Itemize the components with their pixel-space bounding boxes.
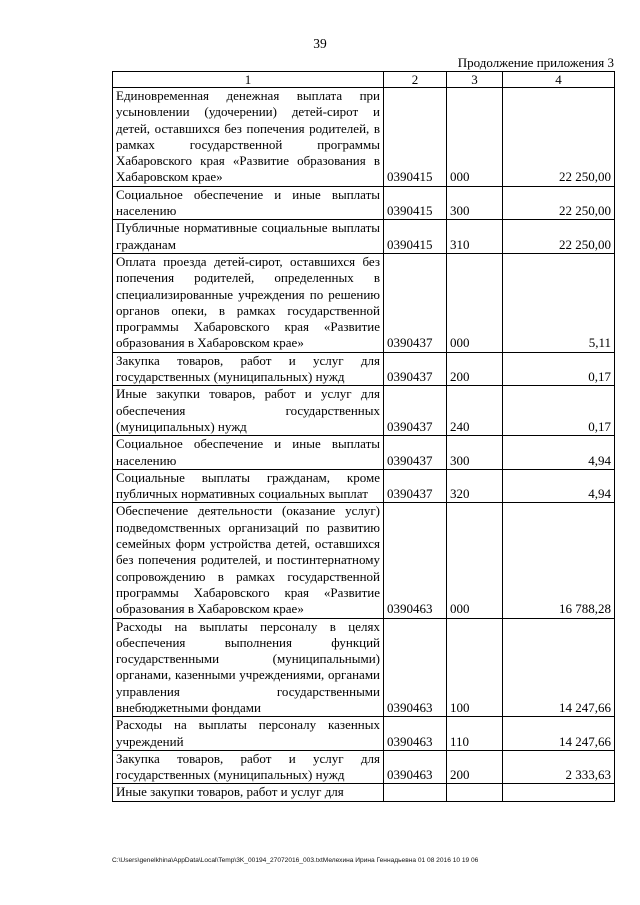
row-expense-type: 000 — [447, 88, 503, 187]
row-amount: 4,94 — [503, 469, 615, 503]
row-expense-type — [447, 784, 503, 801]
row-target-code: 0390415 — [384, 88, 447, 187]
table-row — [113, 717, 615, 751]
row-name: Социальное обеспечение и иные выплаты населению — [113, 186, 384, 220]
row-name: Социальные выплаты гражданам, кроме публичных нормативных социальных выплат — [113, 469, 384, 503]
row-expense-type: 310 — [447, 220, 503, 254]
table-row — [113, 352, 615, 386]
row-expense-type: 300 — [447, 436, 503, 470]
table-row — [113, 618, 615, 717]
table-row — [113, 186, 615, 220]
budget-table — [112, 71, 615, 802]
row-expense-type: 240 — [447, 386, 503, 436]
row-amount: 14 247,66 — [503, 618, 615, 717]
row-name: Закупка товаров, работ и услуг для государственных (муниципальных) нужд — [113, 750, 384, 784]
continuation-label: Продолжение приложения 3 — [457, 55, 614, 70]
row-name: Закупка товаров, работ и услуг для государственных (муниципальных) нужд — [113, 352, 384, 386]
table-row — [113, 503, 615, 618]
row-name: Публичные нормативные социальные выплаты гражданам — [113, 220, 384, 254]
row-expense-type: 320 — [447, 469, 503, 503]
row-expense-type: 000 — [447, 503, 503, 618]
row-name: Расходы на выплаты персоналу в целях обеспечения выполнения функций государственными (муниципальными) органами, казенными учреждениями, органами управления государственными внебюджетными фондами — [113, 618, 384, 717]
row-amount: 4,94 — [503, 436, 615, 470]
row-target-code: 0390437 — [384, 352, 447, 386]
row-expense-type: 100 — [447, 618, 503, 717]
table-row — [113, 436, 615, 470]
row-expense-type: 000 — [447, 253, 503, 352]
table-row — [113, 750, 615, 784]
row-amount: 0,17 — [503, 386, 615, 436]
header-col-1: 1 — [113, 72, 384, 88]
row-name: Единовременная денежная выплата при усыновлении (удочерении) детей-сирот и детей, оставшихся без попечения родителей, в рамках государственной программы Хабаровского края «Развитие образования в Хабаровском крае» — [113, 88, 384, 187]
row-expense-type: 110 — [447, 717, 503, 751]
row-expense-type: 200 — [447, 750, 503, 784]
table-row — [113, 253, 615, 352]
table-row — [113, 386, 615, 436]
row-name: Обеспечение деятельности (оказание услуг) подведомственных организаций по развитию семейных форм устройства детей, оставшихся без попечения родителей, и постинтернатному сопровождению в рамках государственной программы Хабаровского края «Развитие образования в Хабаровском крае» — [113, 503, 384, 618]
row-amount: 22 250,00 — [503, 186, 615, 220]
row-amount: 2 333,63 — [503, 750, 615, 784]
row-name: Иные закупки товаров, работ и услуг для — [113, 784, 384, 801]
table-row — [113, 469, 615, 503]
table-row — [113, 784, 615, 801]
table-row — [113, 88, 615, 187]
row-amount: 0,17 — [503, 352, 615, 386]
row-target-code: 0390415 — [384, 186, 447, 220]
row-amount — [503, 784, 615, 801]
table-header-row — [113, 72, 615, 88]
header-col-4: 4 — [503, 72, 615, 88]
row-name: Расходы на выплаты персоналу казенных учреждений — [113, 717, 384, 751]
row-target-code: 0390463 — [384, 618, 447, 717]
table-row — [113, 220, 615, 254]
row-amount: 22 250,00 — [503, 220, 615, 254]
row-amount: 16 788,28 — [503, 503, 615, 618]
row-name: Оплата проезда детей-сирот, оставшихся без попечения родителей, определенных в специализированные учреждения по решению органов опеки, в рамках государственной программы Хабаровского края «Развитие образования в Хабаровском крае» — [113, 253, 384, 352]
row-amount: 14 247,66 — [503, 717, 615, 751]
row-target-code: 0390437 — [384, 436, 447, 470]
page-number: 39 — [313, 36, 327, 51]
row-name: Социальное обеспечение и иные выплаты населению — [113, 436, 384, 470]
row-amount: 22 250,00 — [503, 88, 615, 187]
row-target-code: 0390463 — [384, 503, 447, 618]
header-col-3: 3 — [447, 72, 503, 88]
row-target-code: 0390415 — [384, 220, 447, 254]
row-amount: 5,11 — [503, 253, 615, 352]
row-target-code: 0390463 — [384, 717, 447, 751]
row-target-code: 0390437 — [384, 253, 447, 352]
row-target-code: 0390437 — [384, 386, 447, 436]
row-target-code: 0390437 — [384, 469, 447, 503]
row-target-code — [384, 784, 447, 801]
header-col-2: 2 — [384, 72, 447, 88]
row-expense-type: 300 — [447, 186, 503, 220]
row-name: Иные закупки товаров, работ и услуг для обеспечения государственных (муниципальных) нужд — [113, 386, 384, 436]
row-expense-type: 200 — [447, 352, 503, 386]
footer-file-path: C:\Users\genelkhina\AppData\Local\Temp\3K_00194_27072016_003.txtМелехина Ирина Геннадьевна 01 08 2016 10 19 06 — [112, 857, 479, 864]
row-target-code: 0390463 — [384, 750, 447, 784]
